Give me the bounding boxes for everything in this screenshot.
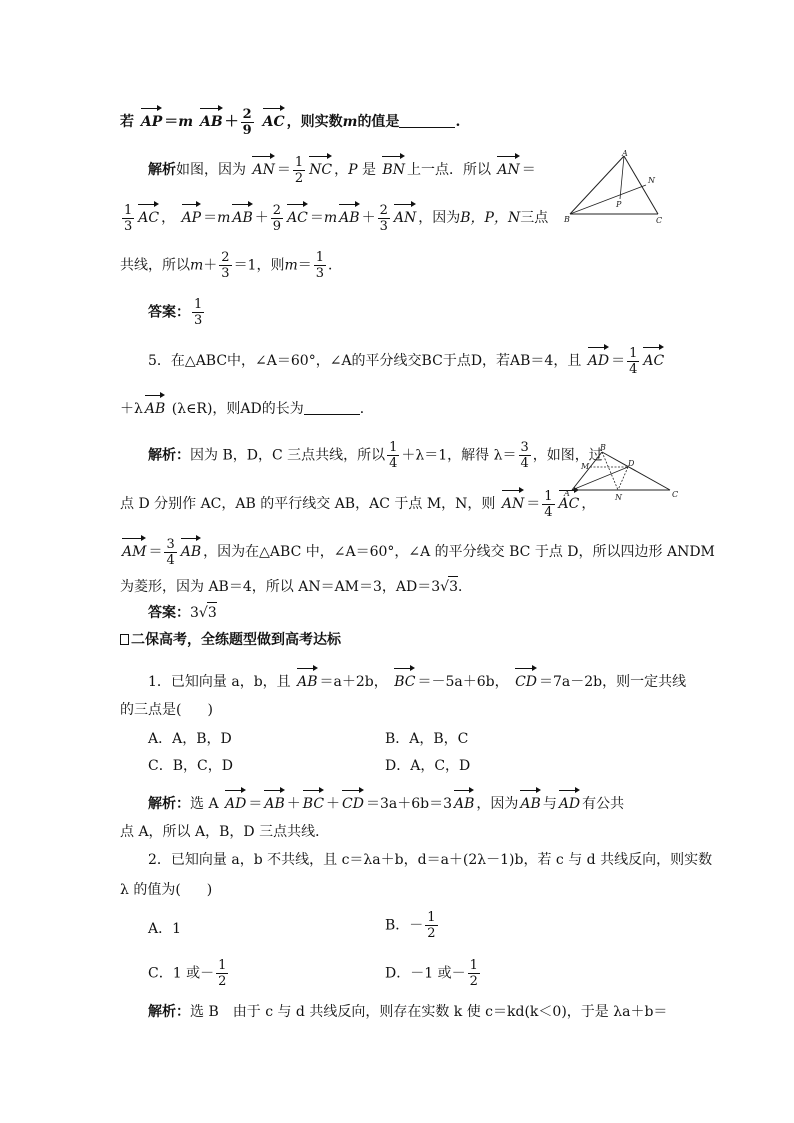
q5-line1: 5．在△ABC中，∠A＝60°，∠A的平分线交BC于点D，若AB＝4，且 AD ＝ $\frac{1}{4}$ AC [148, 345, 665, 377]
fig2-label-b: B [600, 443, 606, 452]
fig2-label-a: A [564, 489, 570, 498]
sol5-answer: 答案：3√3 [148, 602, 217, 623]
fig2-label-n: N [615, 493, 622, 502]
sol5-line2: 点 D 分别作 AC，AB 的平行线交 AB，AC 于点 M，N，则 AN ＝ $\frac{1}{4}$ AC ， [120, 488, 596, 520]
fig1-label-c: C [656, 216, 663, 225]
triangle-figure-1 [562, 150, 672, 230]
sol4-line1: 解析如图，因为 AN ＝ $\frac{1}{2}$ NC ，P 是 BN 上一点．所以 AN ＝ [148, 154, 536, 186]
fig1-label-b: B [564, 215, 570, 224]
fig1-label-n: N [648, 176, 655, 185]
q1-option-a: A．A，B，D [148, 731, 232, 747]
fig2-label-m: M [581, 462, 590, 471]
fig1-label-a: A [622, 150, 628, 158]
sol4-answer: 答案： $\frac{1}{3}$ [148, 297, 203, 328]
fig1-label-p: P [616, 200, 622, 209]
q1-option-d: D．A，C，D [385, 758, 471, 774]
sol4-line3: 共线，所以m＋ $\frac{2}{3}$ ＝1，则m＝ $\frac{1}{3}$ ． [120, 250, 343, 281]
triangle-figure-2 [562, 440, 684, 504]
q1-solution-line2: 点 A，所以 A，B，D 三点共线． [120, 824, 330, 840]
section-title: 二保高考，全练题型做到高考达标 [120, 630, 341, 650]
q2-option-c: C．1 或－ $\frac{1}{2}$ [148, 958, 227, 989]
sol5-line3: AM ＝ $\frac{3}{4}$ AB ，因为在△ABC 中，∠A＝60°，∠A 的平分线交 BC 于点 D，所以四边形 ANDM [122, 536, 715, 568]
q1-solution-line1: 解析：选 A AD ＝ AB ＋ BC ＋ CD ＝3a＋6b＝3 AB ，因为 AB 与 AD 有公共 [148, 788, 624, 814]
fig2-label-d: D [628, 459, 635, 468]
q2-option-a: A．1 [148, 921, 182, 937]
q2-option-b: B．－ $\frac{1}{2}$ [385, 910, 436, 941]
q1-option-c: C．B，C，D [148, 758, 233, 774]
q2-line2: λ 的值为( ) [120, 882, 213, 898]
q2-option-d: D．－1 或－ $\frac{1}{2}$ [385, 958, 478, 989]
q1-option-b: B．A，B，C [385, 731, 469, 747]
q2-line1: 2．已知向量 a，b 不共线，且 c＝λa＋b，d＝a＋(2λ－1)b，若 c 与 d 共线反向，则实数 [148, 852, 713, 868]
prev-problem-line: 若 AP ＝m AB ＋ $\frac{2}{9}$ AC ，则实数m的值是 . [120, 106, 461, 138]
q1-line1: 1．已知向量 a，b，且 AB ＝a＋2b， BC ＝－5a＋6b， CD ＝7a－2b，则一定共线 [148, 666, 686, 692]
q5-line2: ＋λ AB (λ∈R)，则AD的长为 ． [120, 393, 374, 419]
section-marker-icon [120, 634, 129, 645]
sol5-line4: 为菱形，因为 AB＝4，所以 AN＝AM＝3，AD＝3√3． [120, 576, 472, 597]
sol4-line2: $\frac{1}{3}$ AC ， AP ＝m AB ＋ $\frac{2}{9}$ AC ＝m AB ＋ $\frac{2}{3}$ AN ，因为B，P，N三点 [124, 202, 549, 234]
fig2-label-c: C [672, 490, 679, 499]
q2-solution-line1: 解析：选 B 由于 c 与 d 共线反向，则存在实数 k 使 c＝kd(k＜0)，于是 λa＋b＝ [148, 1004, 668, 1020]
q1-line2: 的三点是( ) [120, 702, 213, 718]
sol5-line1: 解析：因为 B，D，C 三点共线，所以 $\frac{1}{4}$ ＋λ＝1，解得 λ＝ $\frac{3}{4}$ ，如图，过 [148, 440, 603, 471]
